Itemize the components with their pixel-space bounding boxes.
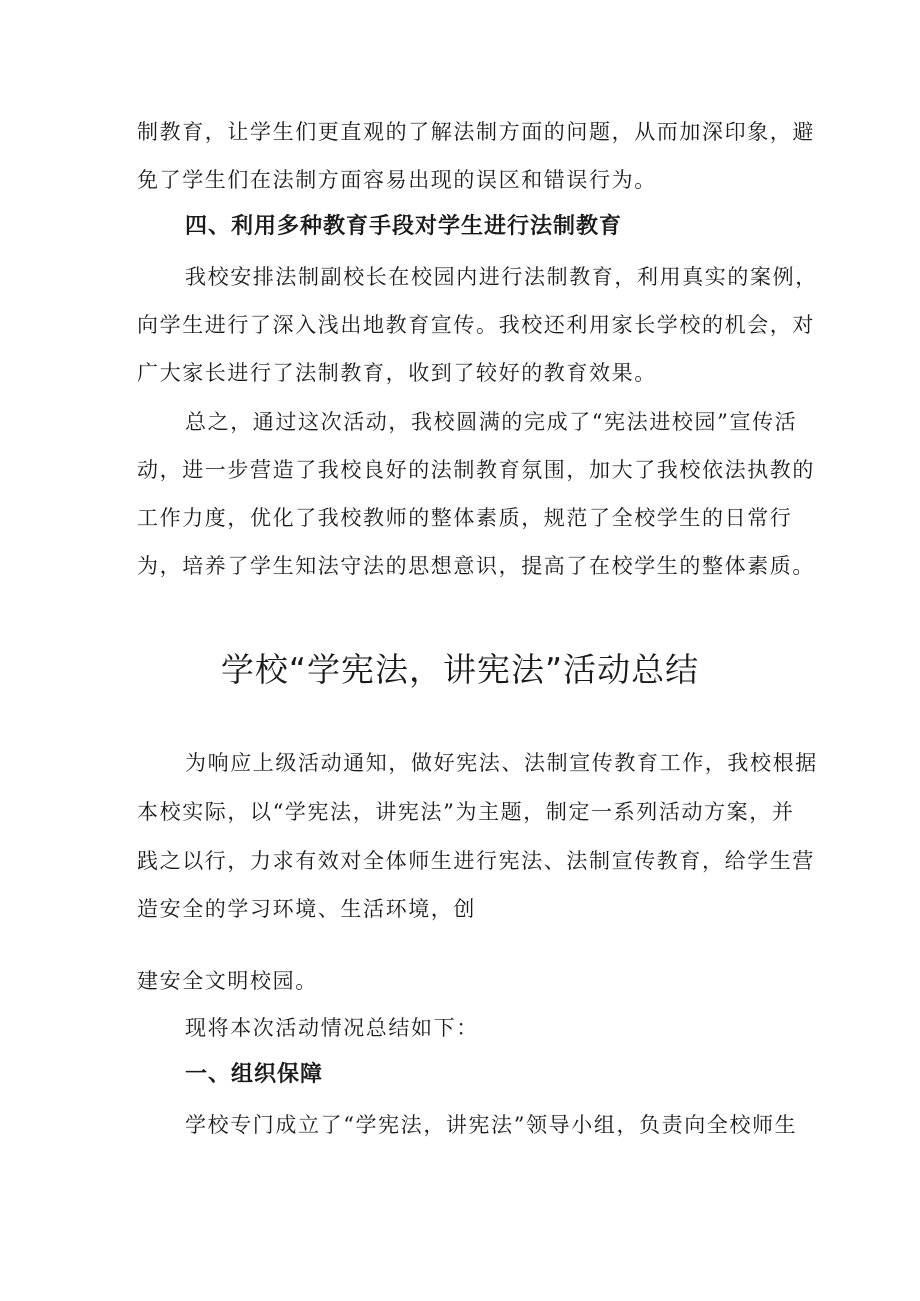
body-line: 我校安排法制副校长在校园内进行法制教育，利用真实的案例， [185,265,818,289]
section-heading: 四、利用多种教育手段对学生进行法制教育 [185,214,623,239]
body-line: 向学生进行了深入浅出地教育宣传。我校还利用家长学校的机会，对 [137,313,815,337]
body-line: 本校实际，以“学宪法，讲宪法”为主题，制定一系列活动方案，并 [137,800,795,824]
body-line: 动，进一步营造了我校良好的法制教育氛围，加大了我校依法执教的 [137,458,815,482]
body-line: 总之，通过这次活动，我校圆满的完成了“宪法进校园”宣传活 [185,410,798,434]
body-line: 为响应上级活动通知，做好宪法、法制宣传教育工作，我校根据 [185,751,818,775]
body-line: 广大家长进行了法制教育，收到了较好的教育效果。 [137,361,657,385]
body-line: 免了学生们在法制方面容易出现的误区和错误行为。 [137,168,657,192]
body-line: 学校专门成立了“学宪法，讲宪法”领导小组，负责向全校师生 [185,1113,798,1137]
body-line: 为，培养了学生知法守法的思想意识，提高了在校学生的整体素质。 [137,554,815,578]
body-line: 工作力度，优化了我校教师的整体素质，规范了全校学生的日常行 [137,506,793,530]
body-line: 造安全的学习环境、生活环境，创 [137,897,476,921]
body-line: 建安全文明校园。 [137,969,318,993]
document-title: 学校“学宪法，讲宪法”活动总结 [220,650,700,689]
body-line: 践之以行，力求有效对全体师生进行宪法、法制宣传教育，给学生营 [137,849,815,873]
body-line: 制教育，让学生们更直观的了解法制方面的问题，从而加深印象，避 [137,120,815,144]
section-heading: 一、组织保障 [185,1062,324,1087]
body-line: 现将本次活动情况总结如下： [185,1016,479,1040]
